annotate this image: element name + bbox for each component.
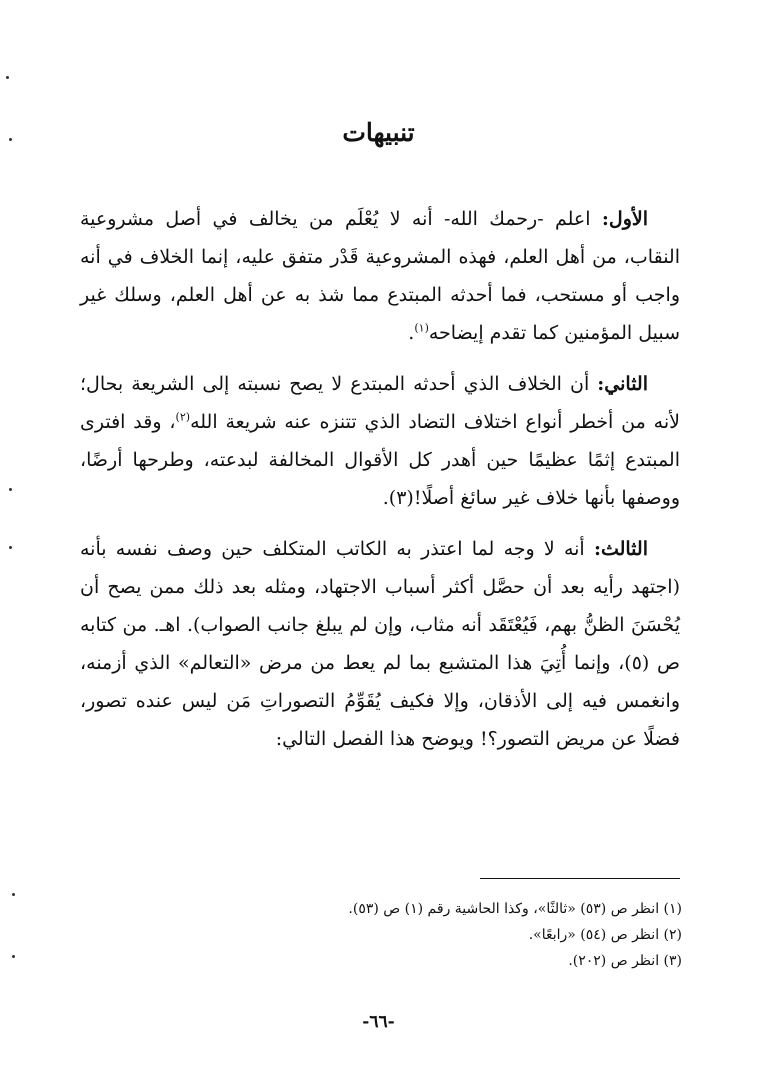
scan-speck bbox=[6, 76, 9, 79]
main-text bbox=[80, 200, 680, 771]
scan-speck bbox=[9, 138, 12, 141]
paragraph-tail: . bbox=[408, 322, 415, 344]
scan-speck bbox=[9, 488, 12, 491]
scan-speck bbox=[12, 955, 15, 958]
paragraph-lead: الثاني: bbox=[597, 373, 648, 395]
paragraph-first bbox=[80, 200, 680, 352]
paragraph-text: أن الخلاف الذي أحدثه المبتدع لا يصح نسبته إلى الشريعة بحال؛ لأنه من أخطر أنواع اختلاف التضاد الذي تتنزه عنه شريعة الله bbox=[80, 373, 680, 433]
scan-speck bbox=[9, 546, 12, 549]
footnote-1: (١) انظر ص (٥٣) «ثالثًا»، وكذا الحاشية رقم (١) ص (٥٣). bbox=[348, 901, 682, 917]
paragraph-lead: الأول: bbox=[601, 208, 648, 230]
scan-speck bbox=[12, 893, 15, 896]
paragraph-second bbox=[80, 365, 680, 517]
paragraph-tail: ، وقد افترى المبتدع إثمًا عظيمًا حين أهدر كل الأقوال المخالفة لبدعته، وطرحها أرضًا، ووصفها بأنها خلاف غير سائغ أصلًا!(٣). bbox=[80, 411, 680, 509]
paragraph-lead: الثالث: bbox=[593, 538, 648, 560]
footnote-ref: (٢) bbox=[175, 410, 191, 424]
page-title: تنبيهات bbox=[342, 118, 415, 147]
footnotes bbox=[200, 896, 682, 974]
paragraph-third bbox=[80, 530, 680, 758]
paragraph-text: اعلم -رحمك الله- أنه لا يُعْلَم من يخالف في أصل مشروعية النقاب، من أهل العلم، فهذه المشروعية قَدْر متفق عليه، إنما الخلاف في أنه واجب أو مستحب، فما أحدثه المبتدع مما شذ به عن أهل العلم، وسلك غير سبيل المؤمنين كما تقدم إيضاحه bbox=[80, 208, 680, 344]
footnote-ref: (١) bbox=[414, 321, 429, 335]
footnote-2: (٢) انظر ص (٥٤) «رابعًا». bbox=[528, 927, 682, 943]
footnote-divider bbox=[480, 878, 680, 879]
paragraph-text: أنه لا وجه لما اعتذر به الكاتب المتكلف حين وصف نفسه بأنه (اجتهد رأيه بعد أن حصَّل أكثر أسباب الاجتهاد، ومثله بعد ذلك ممن يصح أن يُحْسَنَ الظنُّ بهم، فَيُعْتَقَد أنه مثاب، وإن لم يبلغ جانب الصواب). اهـ. من كتابه ص (٥)، وإنما أُتِيَ هذا المتشبع بما لم يعط من مرض «التعالم» الذي أزمنه، وانغمس فيه إلى الأذقان، وإلا فكيف يُقَوِّمُ التصوراتِ مَن ليس عنده تصور، فضلًا عن مريض التصور؟! ويوضح هذا الفصل التالي: bbox=[80, 538, 680, 750]
page-number: -٦٦- bbox=[362, 1012, 395, 1032]
footnote-3: (٣) انظر ص (٢٠٢). bbox=[568, 953, 682, 969]
